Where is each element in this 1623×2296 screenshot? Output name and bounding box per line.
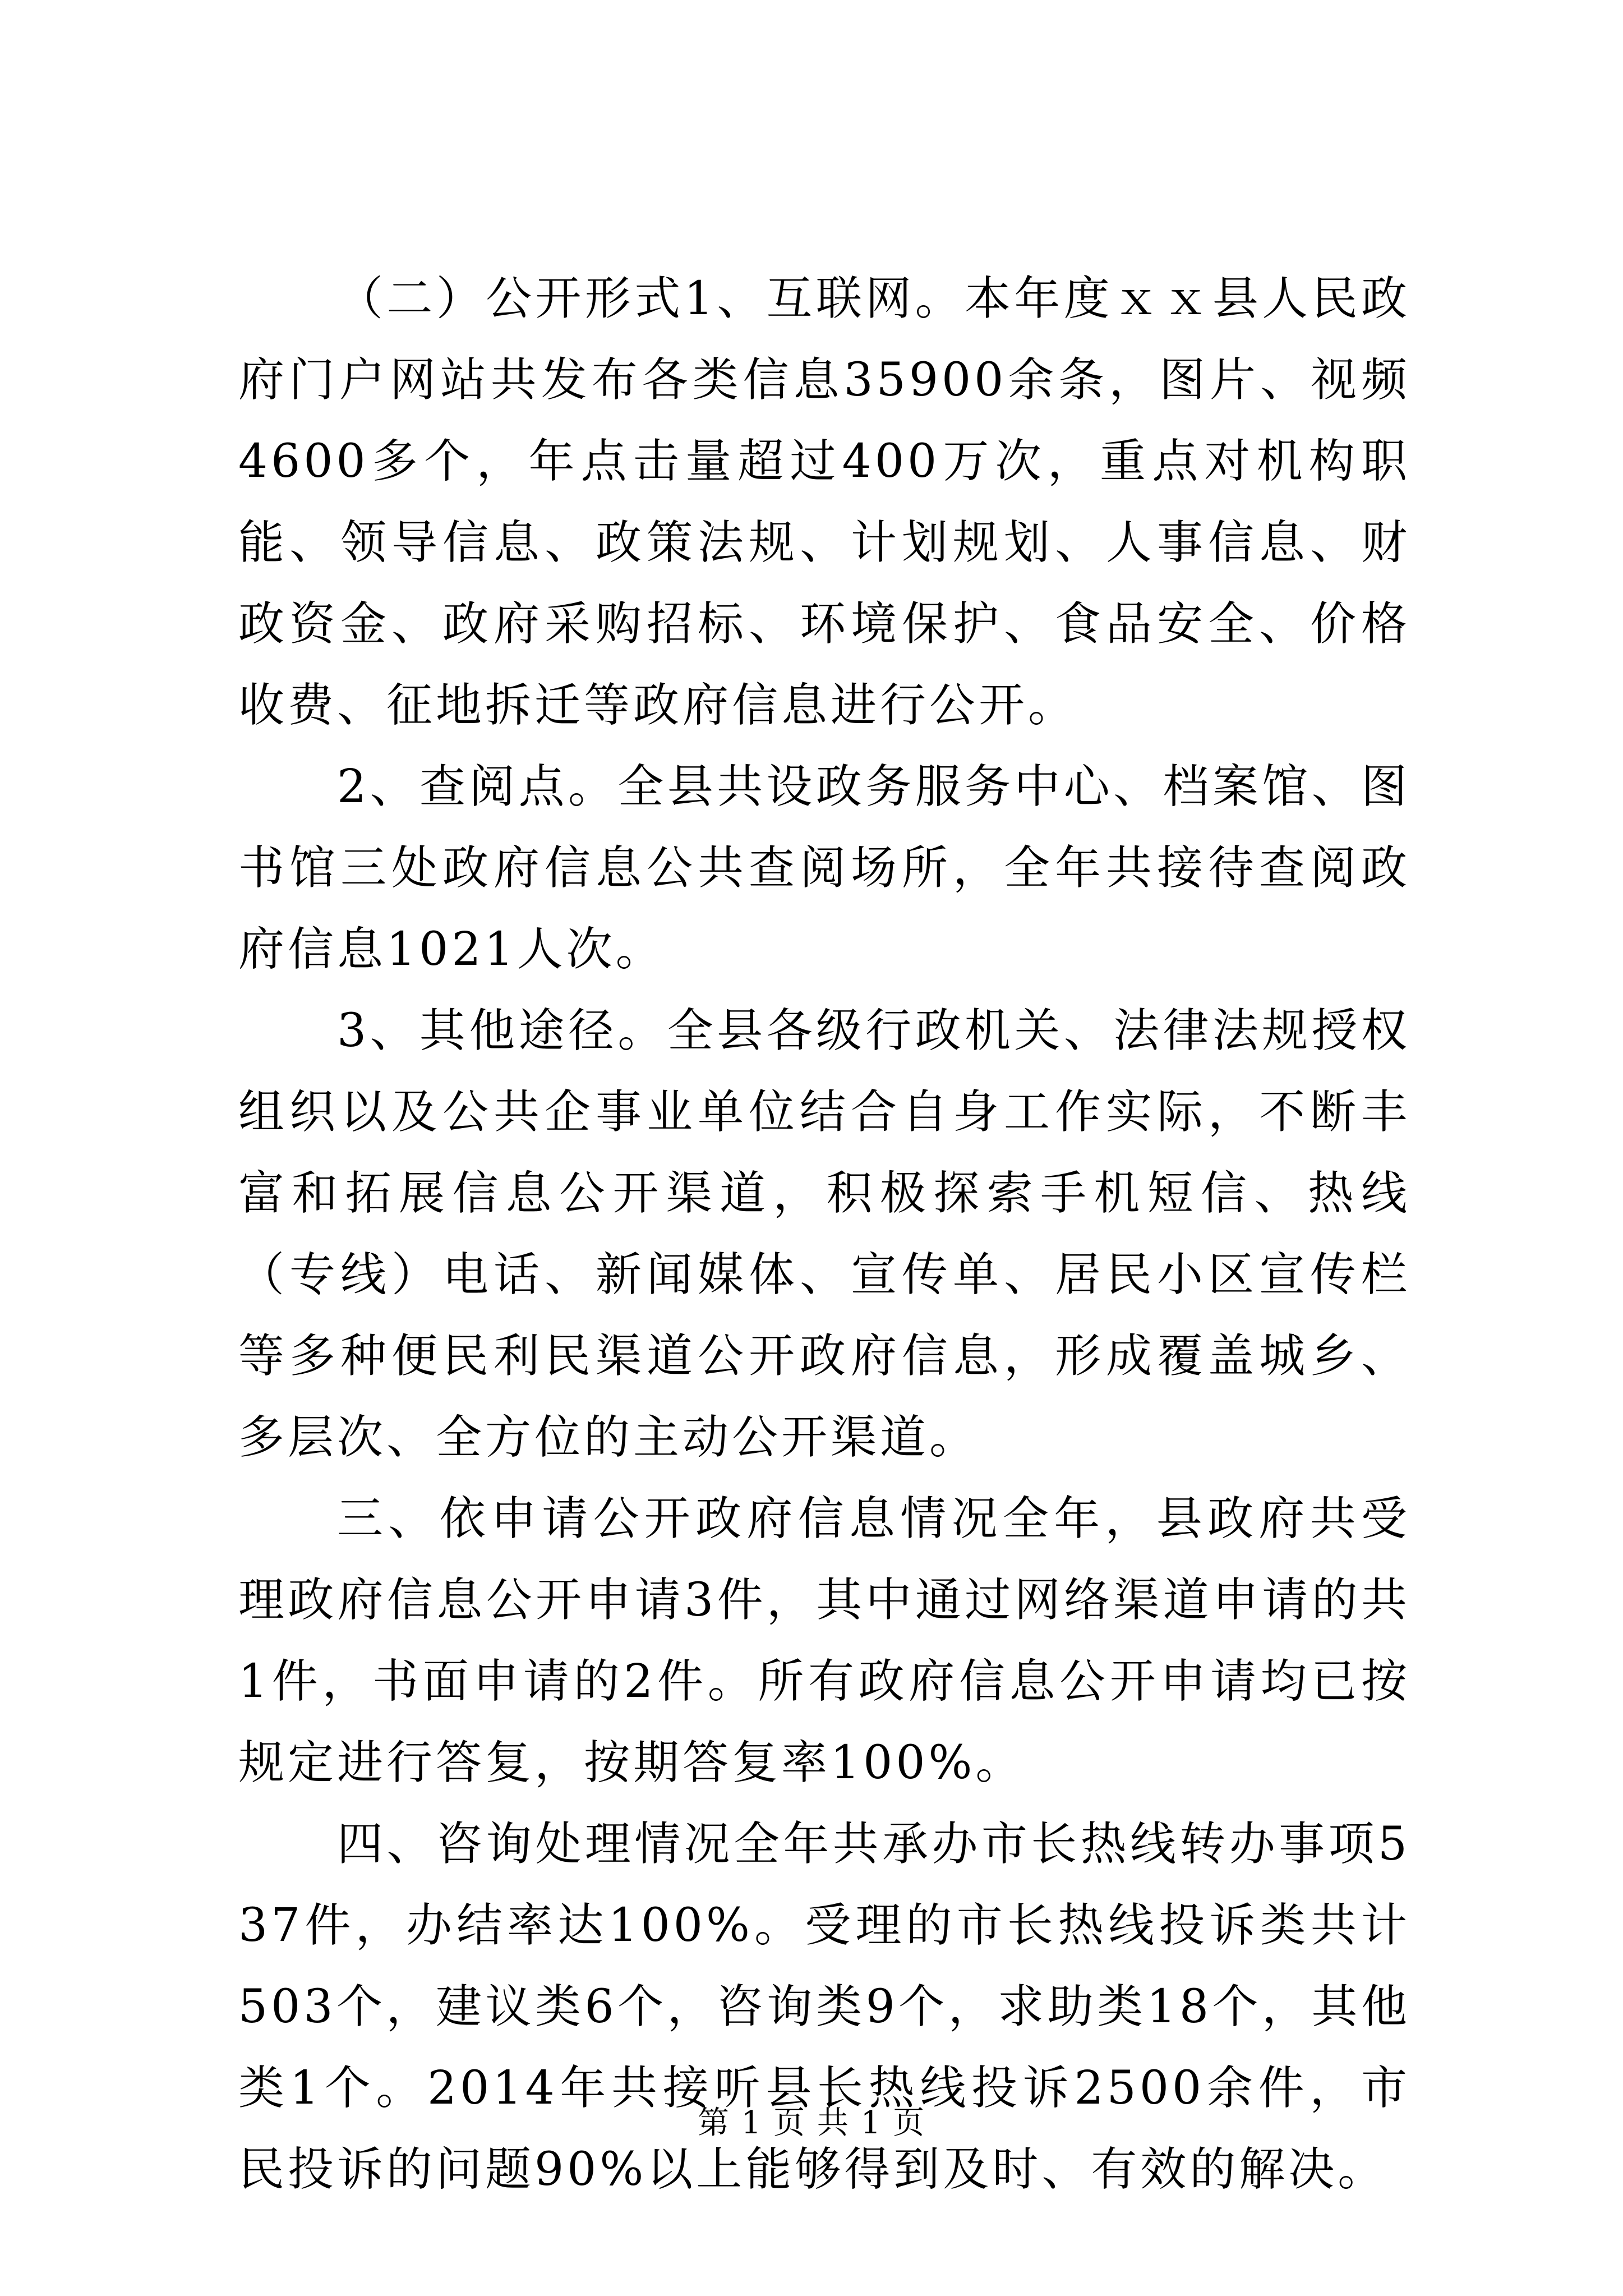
paragraph-publication-forms: （二）公开形式1、互联网。本年度ｘｘ县人民政府门户网站共发布各类信息35900余条，图片、视频4600多个，年点击量超过400万次，重点对机构职能、领导信息、政策法规、计划规划、人事信息、财政资金、政府采购招标、环境保护、食品安全、价格收费、征地拆迁等政府信息进行公开。 xyxy=(238,272,1410,732)
paragraph-reading-points: 2、查阅点。全县共设政务服务中心、档案馆、图书馆三处政府信息公共查阅场所，全年共接待查阅政府信息1021人次。 xyxy=(238,760,1410,976)
paragraph-consultation-handling: 四、咨询处理情况全年共承办市长热线转办事项537件，办结率达100%。受理的市长热线投诉类共计503个，建议类6个，咨询类9个，求助类18个，其他类1个。2014年共接听县长热线投诉2500余件，市民投诉的问题90%以上能够得到及时、有效的解决。 xyxy=(238,1818,1410,2196)
paragraph-application-disclosure: 三、依申请公开政府信息情况全年，县政府共受理政府信息公开申请3件，其中通过网络渠道申请的共1件，书面申请的2件。所有政府信息公开申请均已按规定进行答复，按期答复率100%。 xyxy=(238,1492,1410,1789)
page-number-footer: 第 1 页 共 1 页 xyxy=(697,2105,926,2141)
paragraph-other-channels: 3、其他途径。全县各级行政机关、法律法规授权组织以及公共企事业单位结合自身工作实际，不断丰富和拓展信息公开渠道，积极探索手机短信、热线（专线）电话、新闻媒体、宣传单、居民小区宣传栏等多种便民利民渠道公开政府信息，形成覆盖城乡、多层次、全方位的主动公开渠道。 xyxy=(238,1004,1410,1464)
document-body xyxy=(238,258,1410,2210)
